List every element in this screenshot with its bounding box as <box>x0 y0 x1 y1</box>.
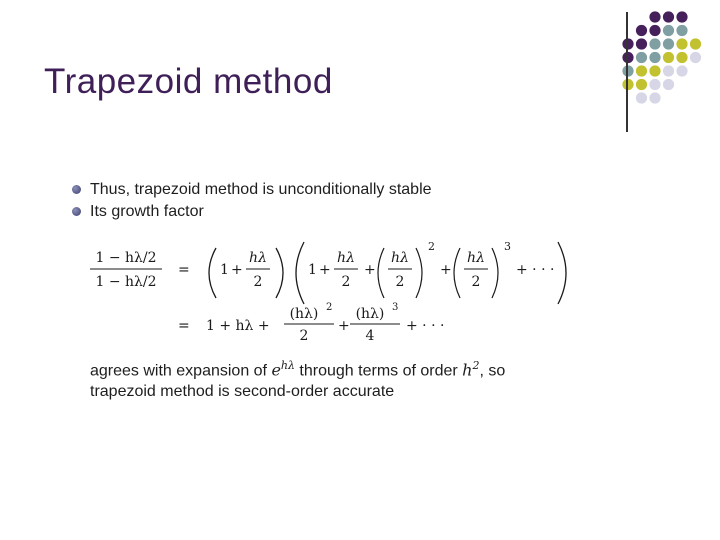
frac-num: hλ <box>391 250 409 266</box>
paren-open <box>454 248 460 298</box>
ellipsis-terms: + · · · <box>406 318 445 334</box>
decorative-dot <box>636 38 647 49</box>
bullet-text: Thus, trapezoid method is unconditionally stable <box>90 181 432 198</box>
ellipsis-terms: + · · · <box>516 262 555 278</box>
decorative-dot <box>676 52 687 63</box>
slide-title: Trapezoid method <box>44 62 333 101</box>
decorative-dot <box>649 65 660 76</box>
decorative-dot <box>676 25 687 36</box>
term-one: 1 <box>308 262 317 278</box>
decorative-dot <box>676 65 687 76</box>
decorative-dot <box>676 11 687 22</box>
series-start: 1 + hλ + <box>206 318 270 334</box>
decorative-dot <box>690 52 701 63</box>
decorative-dot <box>663 65 674 76</box>
order-base: h <box>462 360 473 380</box>
plus-sign: + <box>440 262 452 278</box>
plus-sign: + <box>231 262 243 278</box>
frac-num: hλ <box>337 250 355 266</box>
frac-den: 2 <box>395 274 405 290</box>
exponent-squared: 2 <box>326 302 333 313</box>
decorative-dot <box>663 38 674 49</box>
paren-open <box>296 242 304 304</box>
conclusion-text <box>90 355 560 402</box>
plus-sign: + <box>364 262 376 278</box>
decorative-dot <box>649 92 660 103</box>
paren-open <box>209 248 216 298</box>
exp-base: e <box>271 360 281 380</box>
decorative-dot <box>663 25 674 36</box>
exponent-squared: 2 <box>428 240 435 253</box>
decorative-dot <box>649 38 660 49</box>
equals-sign: = <box>178 318 190 334</box>
paren-open <box>378 248 384 298</box>
decorative-dot <box>663 11 674 22</box>
bullet-icon <box>72 207 81 216</box>
frac-den: 2 <box>471 274 481 290</box>
frac-num: (hλ) <box>289 306 319 322</box>
decorative-dot <box>622 52 633 63</box>
lhs-numerator: 1 − hλ/2 <box>95 250 157 266</box>
frac-num: hλ <box>249 250 267 266</box>
order-power: 2 <box>472 359 480 372</box>
decorative-dot <box>649 25 660 36</box>
decorative-dot <box>622 65 633 76</box>
title-divider <box>626 12 628 132</box>
bullet-item <box>72 180 632 202</box>
decorative-dot <box>690 38 701 49</box>
decorative-dot <box>622 38 633 49</box>
paren-close <box>416 248 422 298</box>
decorative-dot <box>676 38 687 49</box>
exp-power: hλ <box>280 359 295 372</box>
term-one: 1 <box>220 262 229 278</box>
paren-close <box>558 242 566 304</box>
decorative-dot <box>636 52 647 63</box>
bullet-text: Its growth factor <box>90 203 204 220</box>
decorative-dot <box>636 65 647 76</box>
exponent-cubed: 3 <box>392 302 399 313</box>
plus-sign: + <box>338 318 350 334</box>
decorative-dot-grid <box>0 0 720 140</box>
frac-den: 4 <box>365 328 375 344</box>
growth-factor-equation <box>88 236 588 346</box>
paren-close <box>276 248 283 298</box>
decorative-dot <box>636 79 647 90</box>
frac-num: (hλ) <box>355 306 385 322</box>
bullet-item <box>72 202 632 224</box>
conclusion-part: , so <box>479 362 506 380</box>
frac-den: 2 <box>299 328 309 344</box>
conclusion-line2: trapezoid method is second-order accurate <box>90 383 395 401</box>
decorative-dot <box>622 79 633 90</box>
decorative-dot <box>663 79 674 90</box>
frac-den: 2 <box>253 274 263 290</box>
exponent-cubed: 3 <box>504 240 511 253</box>
paren-close <box>492 248 498 298</box>
decorative-dot <box>649 79 660 90</box>
decorative-dot <box>649 52 660 63</box>
decorative-dot <box>636 92 647 103</box>
frac-num: hλ <box>467 250 485 266</box>
decorative-dot <box>636 25 647 36</box>
lhs-denominator: 1 − hλ/2 <box>95 274 157 290</box>
conclusion-part: through terms of order <box>294 362 463 380</box>
frac-den: 2 <box>341 274 351 290</box>
decorative-dot <box>649 11 660 22</box>
plus-sign: + <box>319 262 331 278</box>
decorative-dot <box>663 52 674 63</box>
bullet-icon <box>72 185 81 194</box>
bullet-list <box>72 180 632 224</box>
equals-sign: = <box>178 262 190 278</box>
conclusion-part: agrees with expansion of <box>90 362 272 380</box>
